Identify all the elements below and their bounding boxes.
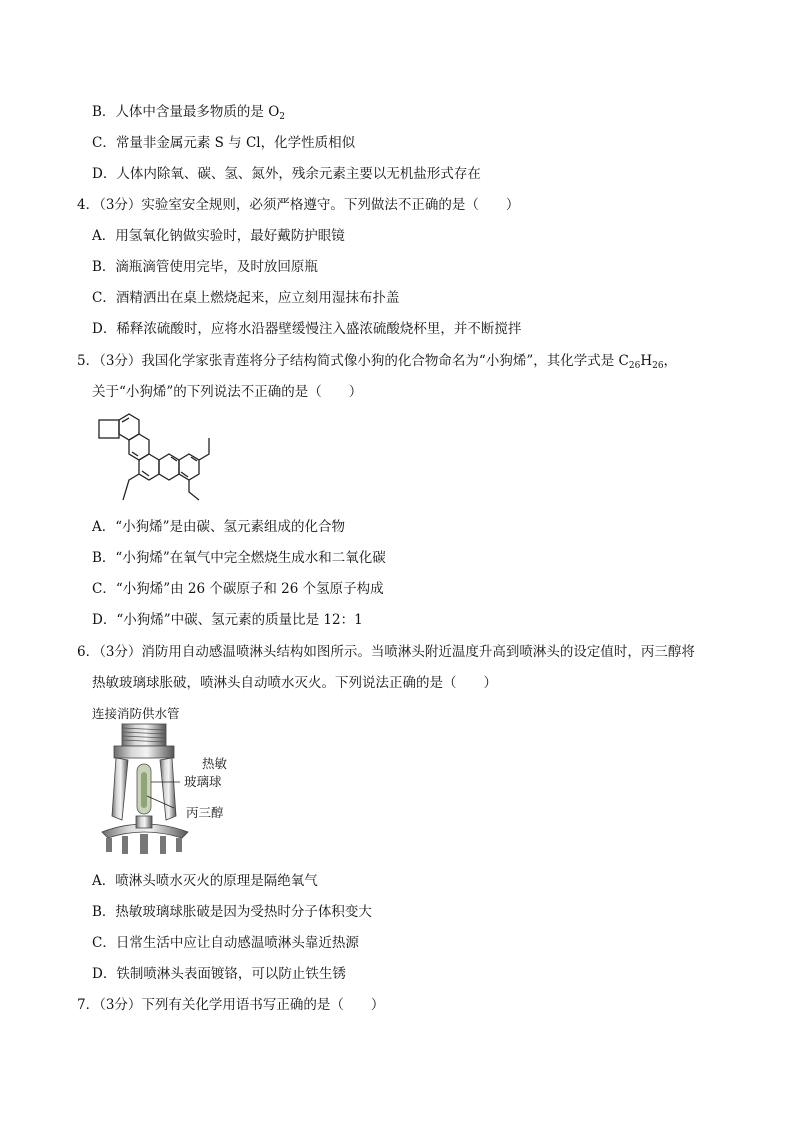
pipe-label: 连接消防供水管 <box>92 706 180 721</box>
frame-arm-right <box>160 758 176 820</box>
q6-stem-line2: 热敏玻璃球胀破，喷淋头自动喷水灭火。下列说法正确的是（ ） <box>92 675 497 691</box>
q4-option-c: C．酒精洒出在桌上燃烧起来，应立刻用湿抹布扑盖 <box>92 290 400 306</box>
q6-option-c: C．日常生活中应让自动感温喷淋头靠近热源 <box>92 935 359 951</box>
deflector-hub <box>136 816 152 828</box>
q4-option-d: D．稀释浓硫酸时，应将水沿器壁缓慢注入盛浓硫酸烧杯里，并不断搅拌 <box>92 321 522 337</box>
q3-option-d: D．人体内除氧、碳、氢、氮外，残余元素主要以无机盐形式存在 <box>92 166 481 182</box>
q5-stem-line2: 关于“小狗烯”的下列说法不正确的是（ ） <box>92 384 363 400</box>
sprinkler-figure <box>92 704 262 864</box>
q3-option-b: B．人体中含量最多物质的是 $O_2$ <box>92 104 286 122</box>
q4-option-b: B．滴瓶滴管使用完毕，及时放回原瓶 <box>92 259 318 275</box>
sprinkler-drawing <box>92 720 262 862</box>
ethyl-group-right <box>199 438 209 460</box>
q5-option-b: B．“小狗烯”在氧气中完全燃烧生成水和二氧化碳 <box>92 550 386 566</box>
puppy-alkene-structure-figure <box>95 408 225 508</box>
ethyl-group-bottom-left <box>123 474 139 500</box>
q4-stem: 4．（3分）实验室安全规则，必须严格遵守。下列做法不正确的是（ ） <box>77 197 520 213</box>
q5-option-d: D．“小狗烯”中碳、氢元素的质量比是 12：1 <box>92 612 363 628</box>
frame-arm-left <box>112 758 128 820</box>
glycerol-liquid <box>141 772 147 808</box>
q4-option-a: A．用氢氧化钠做实验时，最好戴防护眼镜 <box>92 228 345 244</box>
q7-stem: 7．（3分）下列有关化学用语书写正确的是（ ） <box>77 997 385 1013</box>
ring-5 <box>179 454 199 480</box>
ethyl-group-bottom-right <box>189 480 199 500</box>
q3-option-c: C．常量非金属元素 S 与 Cl，化学性质相似 <box>92 135 356 151</box>
glycerol-label: 丙三醇 <box>186 805 224 820</box>
q6-option-a: A．喷淋头喷水灭火的原理是隔绝氧气 <box>92 873 318 889</box>
ring-4 <box>159 454 179 480</box>
q6-option-b: B．热敏玻璃球胀破是因为受热时分子体积变大 <box>92 904 372 920</box>
threaded-connector <box>122 724 166 746</box>
q5-option-a: A．“小狗烯”是由碳、氢元素组成的化合物 <box>92 519 346 535</box>
bulb-label-line1: 热敏 <box>202 756 228 771</box>
ring-3 <box>139 454 159 480</box>
q5-stem-line1: 5．（3分）我国化学家张青莲将分子结构简式像小狗的化合物命名为“小狗烯”，其化学式是 $C_{26}H_{26}$， <box>77 353 678 371</box>
cyclobutane-ring <box>99 420 119 438</box>
q6-stem-line1: 6．（3分）消防用自动感温喷淋头结构如图所示。当喷淋头附近温度升高到喷淋头的设定值时，丙三醇将 <box>77 644 695 660</box>
bulb-label-line2: 玻璃球 <box>184 774 222 789</box>
hex-body <box>114 746 174 758</box>
q6-option-d: D．铁制喷淋头表面镀铬，可以防止铁生锈 <box>92 966 346 982</box>
q5-option-c: C．“小狗烯”由 26 个碳原子和 26 个氢原子构成 <box>92 581 384 597</box>
